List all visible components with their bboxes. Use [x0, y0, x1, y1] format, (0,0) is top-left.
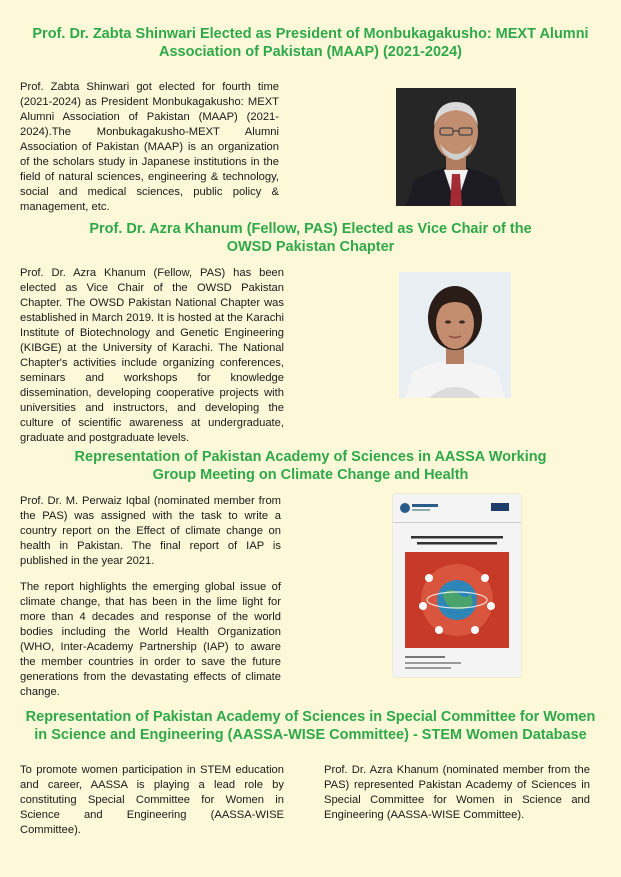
wise-paragraph-left: To promote women participation in STEM education and career, AASSA is playing a lead role by constituting Special Committee for Women in Science and Engineering (AASSA-WISE Committee).: [20, 764, 284, 836]
photo-azra-khanum: [399, 272, 511, 398]
maap-paragraph: Prof. Zabta Shinwari got elected for fourth time (2021-2024) as President Monbukagakusho: MEXT Alumni Association of Pakistan (MAAP) (2021-2024).The Monbukagakusho-MEXT Alumni Association of Pakistan (MAAP) is an organization of the scholars study in Japanese institutions in the field of natural sciences, engineering & technology, social and medical sciences, public policy & management, etc.: [20, 81, 279, 213]
climate-paragraph-1: Prof. Dr. M. Perwaiz Iqbal (nominated member from the PAS) was assigned with the task to write a country report on the Effect of climate change on health in Pakistan. The final report of IAP is published in the year 2021.: [20, 495, 281, 567]
photo-zabta-shinwari: [396, 88, 516, 206]
wise-paragraph-right: Prof. Dr. Azra Khanum (nominated member from the PAS) represented Pakistan Academy of Sciences in Special Committee for Women in Science and Engineering (AASSA-WISE Committee).: [324, 764, 590, 821]
report-cover-image: [393, 494, 521, 677]
heading-aassa-climate: Representation of Pakistan Academy of Sciences in AASSA Working Group Meeting on Climate Change and Health: [74, 449, 547, 483]
climate-paragraph-2: The report highlights the emerging global issue of climate change, that has been in the lime light for more than 4 decades and response of the world bodies including the World Health Organization (WHO, Inter-Academy Partnership (IAP) to aware the member countries in order to save the future generations from the devastating effects of climate change.: [20, 581, 281, 698]
owsd-paragraph: Prof. Dr. Azra Khanum (Fellow, PAS) has been elected as Vice Chair of the OWSD Pakistan Chapter. The OWSD Pakistan National Chapter was established in March 2019. It is hosted at the Karachi Institute of Biotechnology and Genetic Engineering (KIBGE) at the University of Karachi. The National Chapter's activities include organizing conferences, seminars and workshops for knowledge dissemination, developing cooperative projects with universities and instructors, and developing the culture of scientific awareness at undergraduate, graduate and postgraduate levels.: [20, 267, 284, 444]
heading-maap-president: Prof. Dr. Zabta Shinwari Elected as President of Monbukagakusho: MEXT Alumni Association of Pakistan (MAAP) (2021-2024): [32, 26, 589, 60]
heading-owsd-vice-chair: Prof. Dr. Azra Khanum (Fellow, PAS) Elected as Vice Chair of the OWSD Pakistan Chapter: [89, 221, 532, 255]
heading-aassa-wise: Representation of Pakistan Academy of Sciences in Special Committee for Women in Science and Engineering (AASSA-WISE Committee) - STEM Women Database: [25, 709, 596, 743]
